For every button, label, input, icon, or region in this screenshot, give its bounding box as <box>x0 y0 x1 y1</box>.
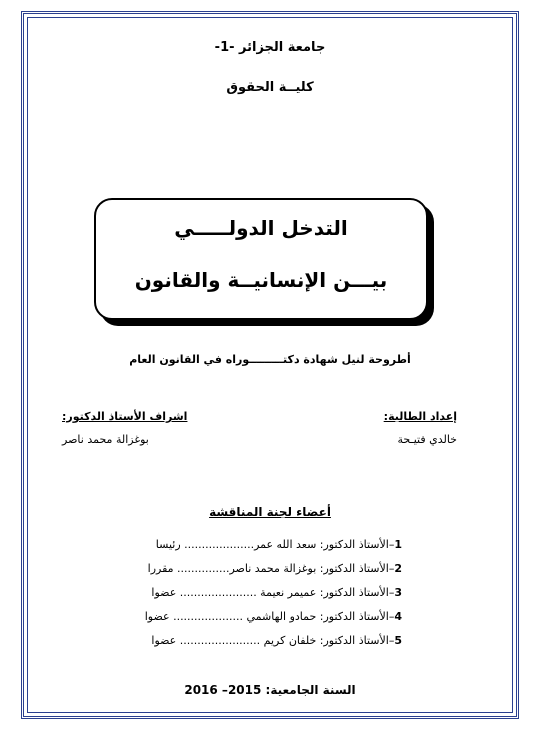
committee-member <box>145 610 402 623</box>
member-number: 5 <box>394 634 402 647</box>
supervisor-name: بوغزالة محمد ناصر <box>62 433 149 446</box>
member-text: –الأستاذ الدكتور: بوغزالة محمد ناصر............... مقررا <box>147 562 395 575</box>
academic-year: السنة الجامعية: 2015– 2016 <box>184 683 356 697</box>
member-text: –الأستاذ الدكتور: حمادو الهاشمي .................... عضوا <box>144 610 395 623</box>
faculty-name: كليــة الحقوق <box>226 80 314 95</box>
committee-title: أعضاء لجنة المناقشة <box>209 505 331 519</box>
thesis-description: أطروحة لنيل شهادة دكتـــــــــوراه في القانون العام <box>129 353 411 366</box>
university-name: جامعة الجزائر -1- <box>214 40 326 55</box>
prepared-by-label: إعداد الطالبة: <box>383 410 457 423</box>
student-name: خالدي فتيـحة <box>397 433 457 446</box>
member-number: 4 <box>394 610 402 623</box>
member-number: 1 <box>394 538 402 551</box>
member-text: –الأستاذ الدكتور: سعد الله عمر.................... رئيسا <box>155 538 395 551</box>
committee-member <box>151 586 402 599</box>
committee-member <box>151 634 402 647</box>
member-number: 3 <box>394 586 402 599</box>
thesis-title-line1: التدخل الدولـــــي <box>174 216 348 240</box>
supervision-label: اشراف الأستاذ الدكتور: <box>62 410 188 423</box>
title-box <box>94 198 428 320</box>
member-text: –الأستاذ الدكتور: عميمر نعيمة ...................... عضوا <box>151 586 395 599</box>
committee-member <box>156 538 402 551</box>
committee-member <box>148 562 402 575</box>
thesis-title-line2: بيـــن الإنسانيــة والقانون <box>134 268 388 292</box>
member-text: –الأستاذ الدكتور: خلفان كريم ....................... عضوا <box>151 634 395 647</box>
member-number: 2 <box>394 562 402 575</box>
